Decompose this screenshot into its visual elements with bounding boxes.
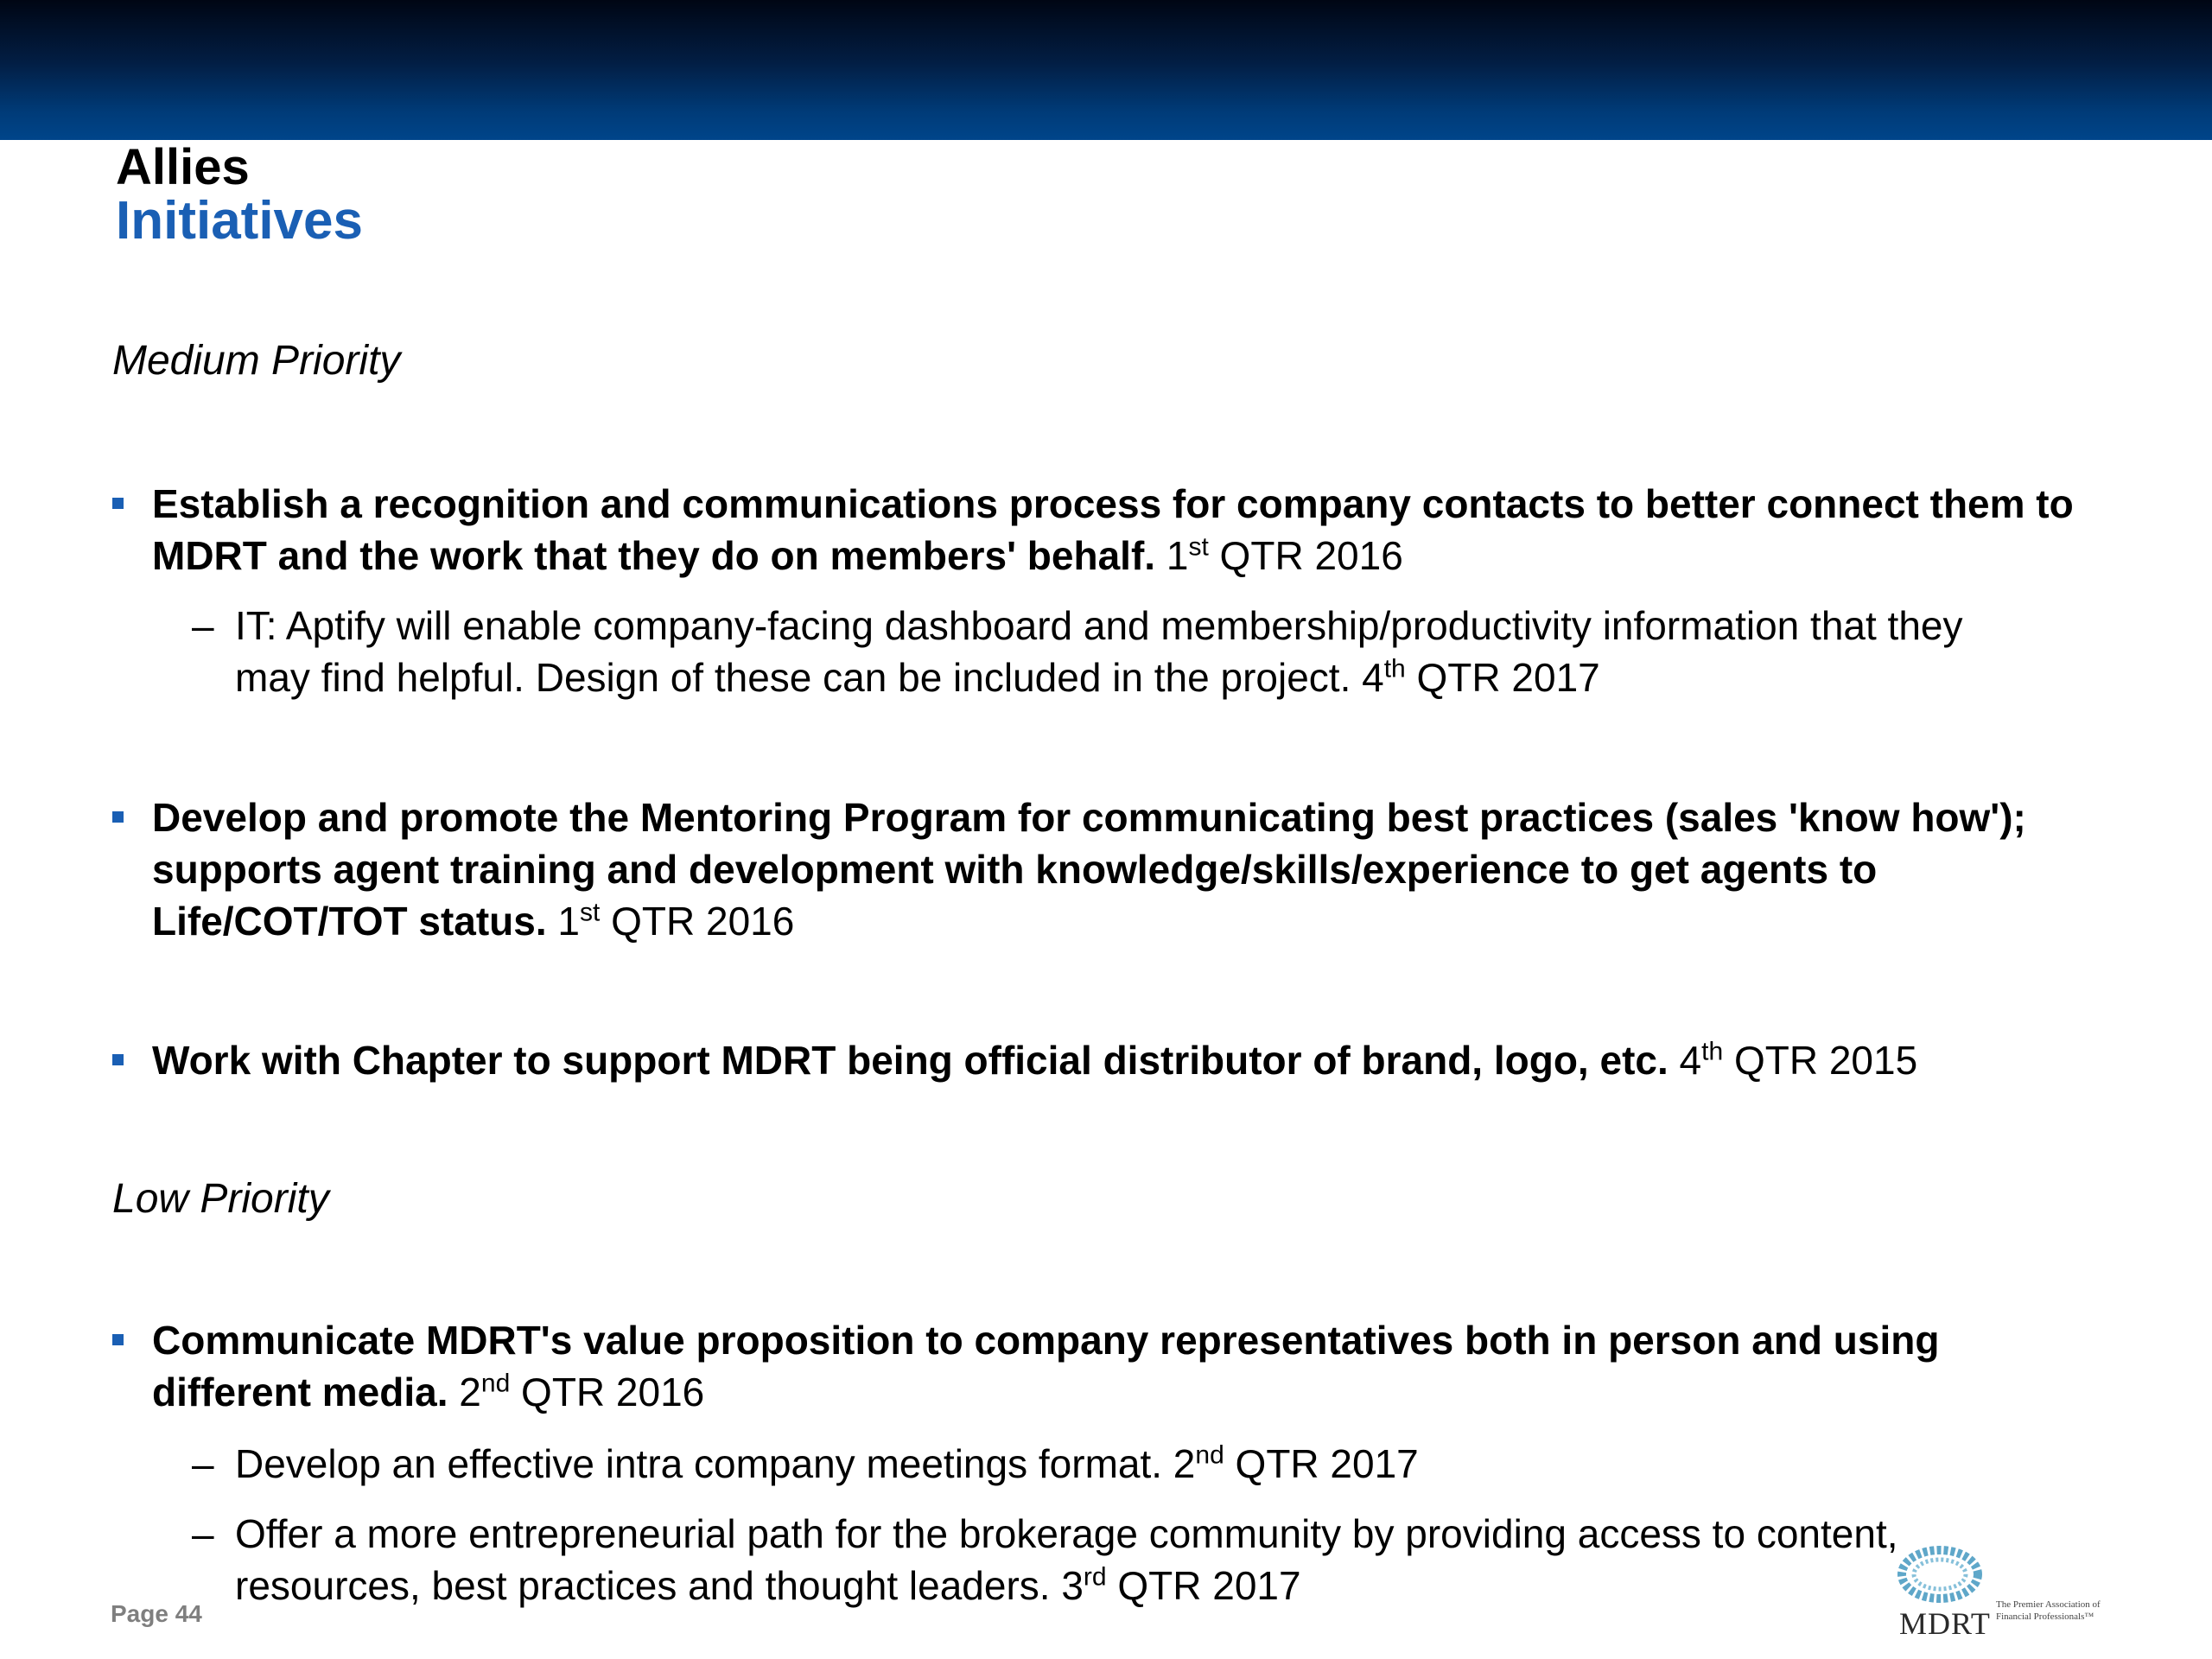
sub-bullet-item [192, 1508, 2041, 1611]
sub-bullet-text: IT: Aptify will enable company-facing dashboard and membership/productivity information that they may find helpful. Design of these can be included in the project. 4 [235, 603, 1963, 700]
bullet-item [112, 1034, 2100, 1086]
sub-bullet-rest: QTR 2017 [1405, 655, 1600, 700]
dash-icon: – [192, 1511, 214, 1556]
bullet-quarter-rest: QTR 2016 [600, 899, 795, 944]
sub-bullet-rest: QTR 2017 [1106, 1563, 1301, 1608]
logo-wordmark: MDRT [1899, 1606, 1991, 1641]
bullet-quarter-rest: QTR 2016 [510, 1370, 705, 1414]
bullet-quarter-num: 4 [1668, 1038, 1702, 1083]
priority-label-low: Low Priority [112, 1176, 329, 1222]
priority-label-medium: Medium Priority [112, 338, 401, 384]
slide-subtitle: Initiatives [116, 191, 363, 251]
sub-bullet-rest: QTR 2017 [1224, 1441, 1419, 1486]
sub-bullet-text: Offer a more entrepreneurial path for the brokerage community by providing access to content, resources, best practices and thought leaders. 3 [235, 1511, 1898, 1608]
page-number: Page 44 [111, 1600, 202, 1627]
bullet-square-icon [112, 811, 124, 823]
bullet-quarter-suffix: st [1188, 532, 1209, 562]
bullet-quarter-suffix: nd [480, 1369, 511, 1398]
bullet-bold-text: Communicate MDRT's value proposition to company representatives both in person and using different media. [152, 1318, 1940, 1414]
mdrt-logo [1892, 1540, 2108, 1640]
logo-tagline: The Premier Association of Financial Professionals™ [1996, 1599, 2101, 1622]
sub-bullet-suffix: th [1383, 654, 1406, 683]
dash-icon: – [192, 603, 214, 648]
bullet-bold-text: Develop and promote the Mentoring Program for communicating best practices (sales 'know how'); supports agent training and development with knowledge/skills/experience to get agents to Life/COT/TOT status. [152, 795, 2026, 944]
bullet-square-icon [112, 498, 124, 509]
bullet-quarter-rest: QTR 2016 [1208, 533, 1403, 578]
sub-bullet-suffix: nd [1195, 1440, 1224, 1470]
bullet-square-icon [112, 1054, 124, 1065]
slide-title: Allies [116, 139, 250, 195]
bullet-quarter-num: 2 [448, 1370, 481, 1414]
bullet-square-icon [112, 1334, 124, 1345]
dash-icon: – [192, 1441, 214, 1486]
sub-bullet-item [192, 1438, 2041, 1490]
bullet-quarter-num: 1 [1155, 533, 1189, 578]
bullet-bold-text: Establish a recognition and communications process for company contacts to better connect them to MDRT and the work that they do on members' behalf. [152, 481, 2074, 578]
sub-bullet-item [192, 600, 2041, 703]
bullet-bold-text: Work with Chapter to support MDRT being official distributor of brand, logo, etc. [152, 1038, 1669, 1083]
sub-bullet-suffix: rd [1083, 1562, 1107, 1592]
bullet-quarter-num: 1 [546, 899, 581, 944]
bullet-quarter-rest: QTR 2015 [1723, 1038, 1918, 1083]
bullet-item [112, 478, 2100, 582]
sub-bullet-text: Develop an effective intra company meetings format. 2 [235, 1441, 1196, 1486]
bullet-item [112, 1314, 2100, 1418]
bullet-quarter-suffix: st [580, 898, 601, 927]
bullet-item [112, 791, 2100, 947]
ring-of-people-icon [1892, 1540, 1987, 1609]
bullet-quarter-suffix: th [1701, 1037, 1724, 1066]
